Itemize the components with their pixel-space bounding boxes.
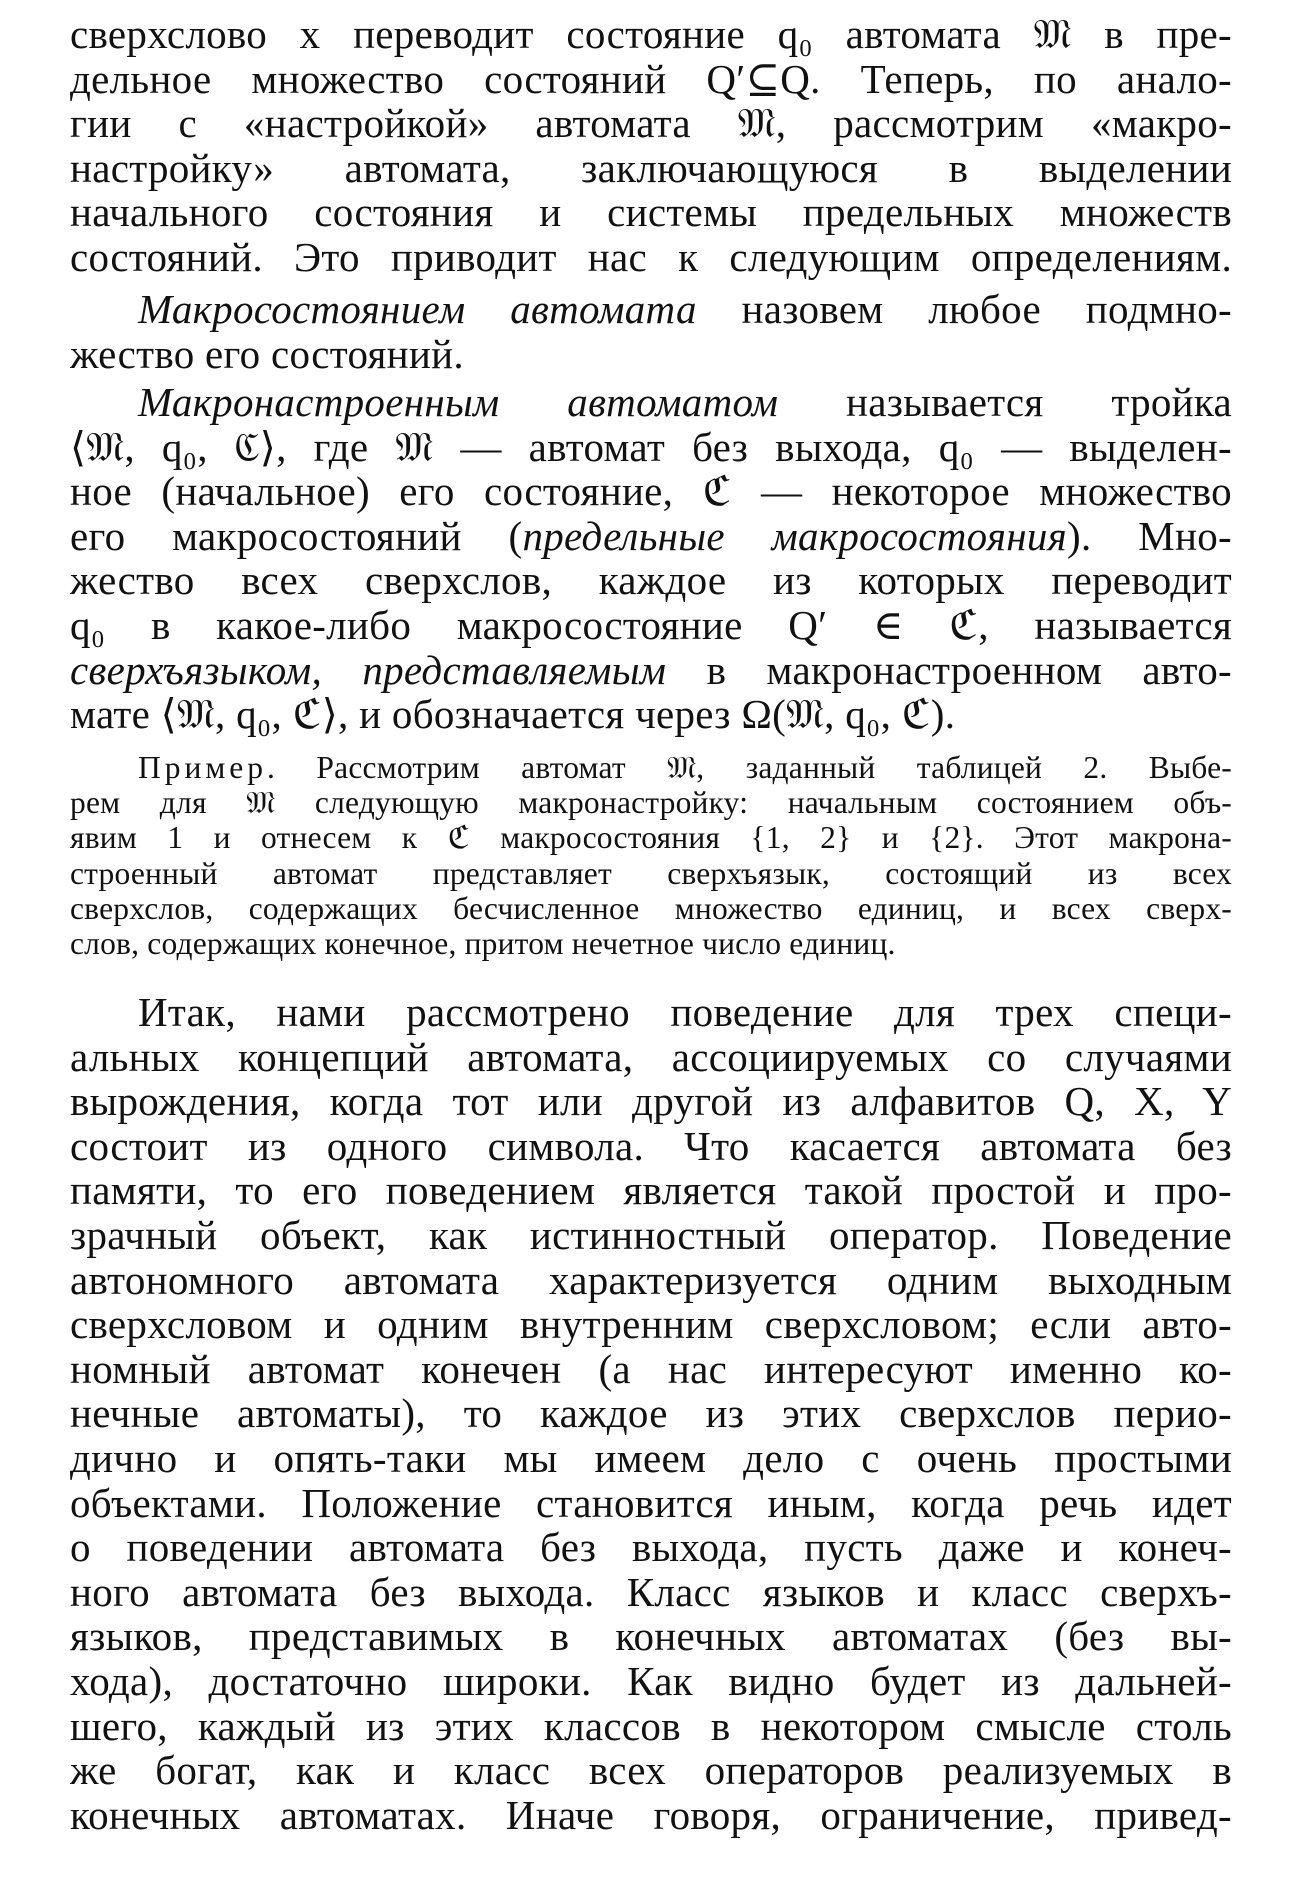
text-line: состоит из одного символа. Что касается автомата без <box>70 1122 1232 1169</box>
text-line: жество его состояний. <box>70 330 464 377</box>
text-line: мате ⟨𝔐, q₀, ℭ⟩, и обозначается через Ω(𝔐, q₀, ℭ). <box>70 691 956 738</box>
text-line: шего, каждый из этих классов в некотором смысле столь <box>70 1702 1232 1749</box>
paragraph-3 <box>70 380 1232 737</box>
text-line: ⟨𝔐, q₀, ℭ⟩, где 𝔐 — автомат без выхода, q₀ — выделен- <box>70 423 1232 470</box>
text-line: строенный автомат представляет сверхъязык, состоящий из всех <box>70 855 1232 891</box>
text-line: сверхслово x переводит состояние q₀ автомата 𝔐 в пре- <box>70 11 1232 57</box>
text-line <box>70 648 1232 693</box>
text-line: жество всех сверхслов, каждое из которых переводит <box>70 557 1232 604</box>
text-line: рем для 𝔐 следующую макронастройку: начальным состоянием объ- <box>70 785 1232 821</box>
text-line: памяти, то его поведением является такой простой и про- <box>70 1167 1232 1214</box>
text-line: настройку» автомата, заключающуюся в выделении <box>70 144 1232 191</box>
text-line: начального состояния и системы предельных множеств <box>70 189 1232 236</box>
text-line <box>70 750 1232 785</box>
text-line: состояний. Это приводит нас к следующим определениям. <box>70 233 1232 280</box>
text-line: ное (начальное) его состояние, ℭ — некоторое множество <box>70 468 1232 515</box>
text-line <box>70 380 1232 425</box>
text-line: автономного автомата характеризуется одним выходным <box>70 1256 1232 1303</box>
text-line: ного автомата без выхода. Класс языков и класс сверхъ- <box>70 1568 1232 1615</box>
text-line: явим 1 и отнесем к ℭ макросостояния {1, 2} и {2}. Этот макрона- <box>70 820 1232 856</box>
text-line: альных концепций автомата, ассоциируемых со случаями <box>70 1033 1232 1080</box>
text-line: дично и опять-таки мы имеем дело с очень простыми <box>70 1434 1232 1481</box>
text-line <box>70 514 1232 559</box>
text-line: слов, содержащих конечное, притом нечетное число единиц. <box>70 926 896 962</box>
example-block <box>70 750 1232 961</box>
text-line: зрачный объект, как истинностный оператор. Поведение <box>70 1211 1232 1258</box>
text-line: о поведении автомата без выхода, пусть даже и конеч- <box>70 1524 1232 1571</box>
example-label: Пример <box>138 750 268 785</box>
text-line: Итак, нами рассмотрено поведение для трех специ- <box>138 989 1232 1035</box>
text-run: . Рассмотрим автомат 𝔐, заданный таблицей 2. Выбе- <box>267 750 1232 785</box>
defined-term: сверхъязыком, представляемым <box>70 646 667 693</box>
text-line: хода), достаточно широки. Как видно будет из дальней- <box>70 1657 1232 1704</box>
text-line: конечных автоматах. Иначе говоря, ограничение, привед- <box>70 1791 1232 1838</box>
text-run: в макронастроенном авто- <box>666 646 1232 693</box>
text-line: q₀ в какое-либо макросостояние Q′ ∈ ℭ, называется <box>70 601 1232 648</box>
text-line <box>70 287 1232 332</box>
text-run: называется тройка <box>778 379 1233 425</box>
text-run: назовем любое подмно- <box>696 286 1232 332</box>
paragraph-2 <box>70 287 1232 376</box>
text-line: номный автомат конечен (а нас интересуют именно ко- <box>70 1345 1232 1392</box>
italic-term: предельные макросостояния <box>522 512 1068 559</box>
text-line: нечные автоматы), то каждое из этих сверхслов перио- <box>70 1390 1232 1437</box>
text-run: его макросостояний ( <box>70 512 523 559</box>
paragraph-1 <box>70 12 1232 280</box>
defined-term: Макросостоянием автомата <box>138 286 697 332</box>
text-line: вырождения, когда тот или другой из алфавитов Q, X, Y <box>70 1078 1232 1125</box>
text-run: ). Мно- <box>1067 512 1232 559</box>
text-line: сверхсловом и одним внутренним сверхсловом; если авто- <box>70 1301 1232 1348</box>
text-line: гии с «настройкой» автомата 𝔐, рассмотрим «макро- <box>70 100 1232 147</box>
text-line: объектами. Положение становится иным, когда речь идет <box>70 1479 1232 1526</box>
text-line: дельное множество состояний Q′⊆Q. Теперь, по анало- <box>70 55 1232 102</box>
text-line: языков, представимых в конечных автоматах (без вы- <box>70 1613 1232 1660</box>
defined-term: Макронастроенным автоматом <box>138 379 779 425</box>
text-line: же богат, как и класс всех операторов реализуемых в <box>70 1747 1232 1794</box>
paragraph-4 <box>70 990 1232 1837</box>
text-line: сверхслов, содержащих бесчисленное множество единиц, и всех сверх- <box>70 890 1232 926</box>
